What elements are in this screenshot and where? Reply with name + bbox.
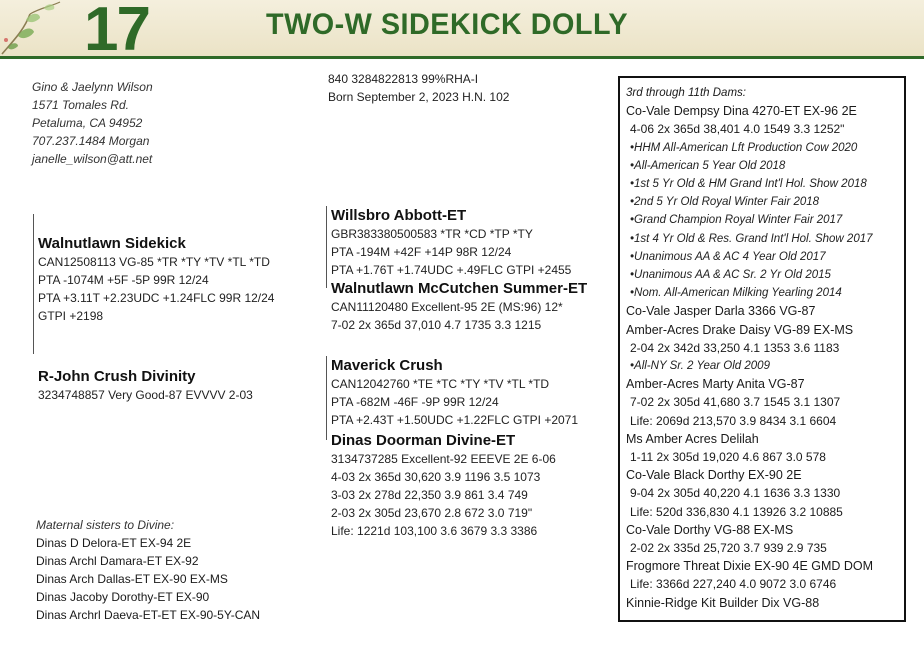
dam-block [38, 367, 253, 404]
production-record-line: Life: 520d 336,830 4.1 13926 3.2 10885 [630, 504, 843, 519]
award-line: •1st 4 Yr Old & Res. Grand Int'l Hol. Show 2017 [630, 232, 873, 245]
list-item: Dinas Archrl Daeva-ET-ET EX-90-5Y-CAN [36, 608, 261, 622]
dam-registration: 3234748857 Very Good-87 EVVVV 2-03 [38, 388, 253, 402]
dam-name-line: Co-Vale Jasper Darla 3366 VG-87 [626, 304, 816, 319]
dam-dam-record: 2-03 2x 305d 23,670 2.8 672 3.0 719" [331, 506, 533, 520]
list-item: Dinas Arch Dallas-ET EX-90 EX-MS [36, 572, 228, 586]
production-record-line: 9-04 2x 305d 40,220 4.1 1636 3.3 1330 [630, 486, 841, 501]
owner-name: Gino & Jaelynn Wilson [32, 80, 153, 94]
list-item: Dinas Jacoby Dorothy-ET EX-90 [36, 590, 210, 604]
sire-pta-production: PTA -1074M +5F -5P 99R 12/24 [38, 273, 209, 287]
owner-city: Petaluma, CA 94952 [32, 116, 143, 130]
award-line: •1st 5 Yr Old & HM Grand Int'l Hol. Show 2018 [630, 178, 867, 191]
sire-dam-registration: CAN11120480 Excellent-95 2E (MS:96) 12* [331, 300, 563, 314]
sire-gtpi: GTPI +2198 [38, 309, 104, 323]
sire-pta-type: PTA +3.11T +2.23UDC +1.24FLC 99R 12/24 [38, 291, 275, 305]
page-header [0, 0, 924, 64]
dam-name-line: Co-Vale Black Dorthy EX-90 2E [626, 468, 802, 483]
dam-name-line: Co-Vale Dempsy Dina 4270-ET EX-96 2E [626, 104, 857, 119]
dam-name: R-John Crush Divinity [38, 368, 196, 385]
sire-dam-name: Walnutlawn McCutchen Summer-ET [331, 280, 588, 297]
sire-sire-bracket-line [326, 206, 327, 288]
dam-name-line: Amber-Acres Drake Daisy VG-89 EX-MS [626, 322, 854, 337]
sire-dam-block [331, 279, 587, 334]
dam-sire-pta-type: PTA +2.43T +1.50UDC +1.22FLC GTPI +2071 [331, 413, 579, 427]
animal-registration [328, 70, 509, 106]
dam-sire-pta-production: PTA -682M -46F -9P 99R 12/24 [331, 395, 499, 409]
page-title: TWO-W SIDEKICK DOLLY [266, 8, 629, 41]
sire-sire-name: Willsbro Abbott-ET [331, 207, 467, 224]
dam-sire-registration: CAN12042760 *TE *TC *TY *TV *TL *TD [331, 377, 550, 391]
vine-leaf-icon [0, 0, 90, 56]
sire-dam-record: 7-02 2x 365d 37,010 4.7 1735 3.3 1215 [331, 318, 542, 332]
sire-name: Walnutlawn Sidekick [38, 235, 186, 252]
production-record-line: 2-04 2x 342d 33,250 4.1 1353 3.6 1183 [630, 340, 840, 355]
award-line: •Nom. All-American Milking Yearling 2014 [630, 287, 842, 300]
dam-sire-name: Maverick Crush [331, 357, 443, 374]
award-line: •All-American 5 Year Old 2018 [630, 159, 786, 172]
production-record-line: 4-06 2x 365d 38,401 4.0 1549 3.3 1252" [630, 122, 845, 137]
award-line: •HHM All-American Lft Production Cow 2020 [630, 141, 858, 154]
list-item: Dinas D Delora-ET EX-94 2E [36, 536, 192, 550]
owner-street: 1571 Tomales Rd. [32, 98, 129, 112]
sire-sire-pta-type: PTA +1.76T +1.74UDC +.49FLC GTPI +2455 [331, 263, 572, 277]
sire-sire-pta-production: PTA -194M +42F +14P 98R 12/24 [331, 245, 512, 259]
dam-dam-registration: 3134737285 Excellent-92 EEEVE 2E 6-06 [331, 452, 556, 466]
dam-sire-bracket-line [326, 356, 327, 440]
maternal-sisters-heading: Maternal sisters to Divine: [36, 518, 175, 532]
production-record-line: 2-02 2x 335d 25,720 3.7 939 2.9 735 [630, 541, 827, 556]
dam-name-line: Frogmore Threat Dixie EX-90 4E GMD DOM [626, 559, 874, 574]
dam-name-line: Co-Vale Dorthy VG-88 EX-MS [626, 522, 794, 537]
production-record-line: 7-02 2x 305d 41,680 3.7 1545 3.1 1307 [630, 395, 841, 410]
extended-dams-box [618, 76, 906, 622]
sire-sire-block [331, 206, 571, 279]
maternal-sisters [36, 516, 260, 624]
production-record-line: Life: 2069d 213,570 3.9 8434 3.1 6604 [630, 413, 837, 428]
dam-dam-record: 4-03 2x 365d 30,620 3.9 1196 3.5 1073 [331, 470, 541, 484]
dam-name-line: Kinnie-Ridge Kit Builder Dix VG-88 [626, 595, 820, 610]
dam-dam-name: Dinas Doorman Divine-ET [331, 432, 516, 449]
award-line: •Unanimous AA & AC 4 Year Old 2017 [630, 250, 826, 263]
dam-dam-lifetime: Life: 1221d 103,100 3.6 3679 3.3 3386 [331, 524, 538, 538]
registration-number: 840 3284822813 99%RHA-I [328, 72, 479, 86]
dam-name-line: Amber-Acres Marty Anita VG-87 [626, 377, 805, 392]
production-record-line: 1-11 2x 305d 19,020 4.6 867 3.0 578 [630, 450, 826, 465]
dam-sire-block [331, 356, 578, 429]
production-record-line: Life: 3366d 227,240 4.0 9072 3.0 6746 [630, 577, 837, 592]
owner-info [32, 78, 153, 168]
sire-registration: CAN12508113 VG-85 *TR *TY *TV *TL *TD [38, 255, 270, 269]
sire-sire-registration: GBR383380500583 *TR *CD *TP *TY [331, 227, 533, 241]
owner-phone: 707.237.1484 Morgan [32, 134, 150, 148]
dams-box-heading: 3rd through 11th Dams: [626, 87, 746, 99]
dam-name-line: Ms Amber Acres Delilah [626, 431, 759, 446]
birth-date: Born September 2, 2023 H.N. 102 [328, 90, 510, 104]
award-line: •Unanimous AA & AC Sr. 2 Yr Old 2015 [630, 269, 831, 282]
sire-bracket-line [33, 214, 34, 354]
award-line: •2nd 5 Yr Old Royal Winter Fair 2018 [630, 196, 820, 209]
award-line: •Grand Champion Royal Winter Fair 2017 [630, 214, 843, 227]
lot-number: 17 [84, 0, 149, 64]
owner-email: janelle_wilson@att.net [32, 152, 153, 166]
dam-dam-record: 3-03 2x 278d 22,350 3.9 861 3.4 749 [331, 488, 528, 502]
sire-block [38, 234, 274, 325]
award-line: •All-NY Sr. 2 Year Old 2009 [630, 360, 770, 373]
list-item: Dinas Archl Damara-ET EX-92 [36, 554, 199, 568]
dam-dam-block [331, 431, 556, 540]
